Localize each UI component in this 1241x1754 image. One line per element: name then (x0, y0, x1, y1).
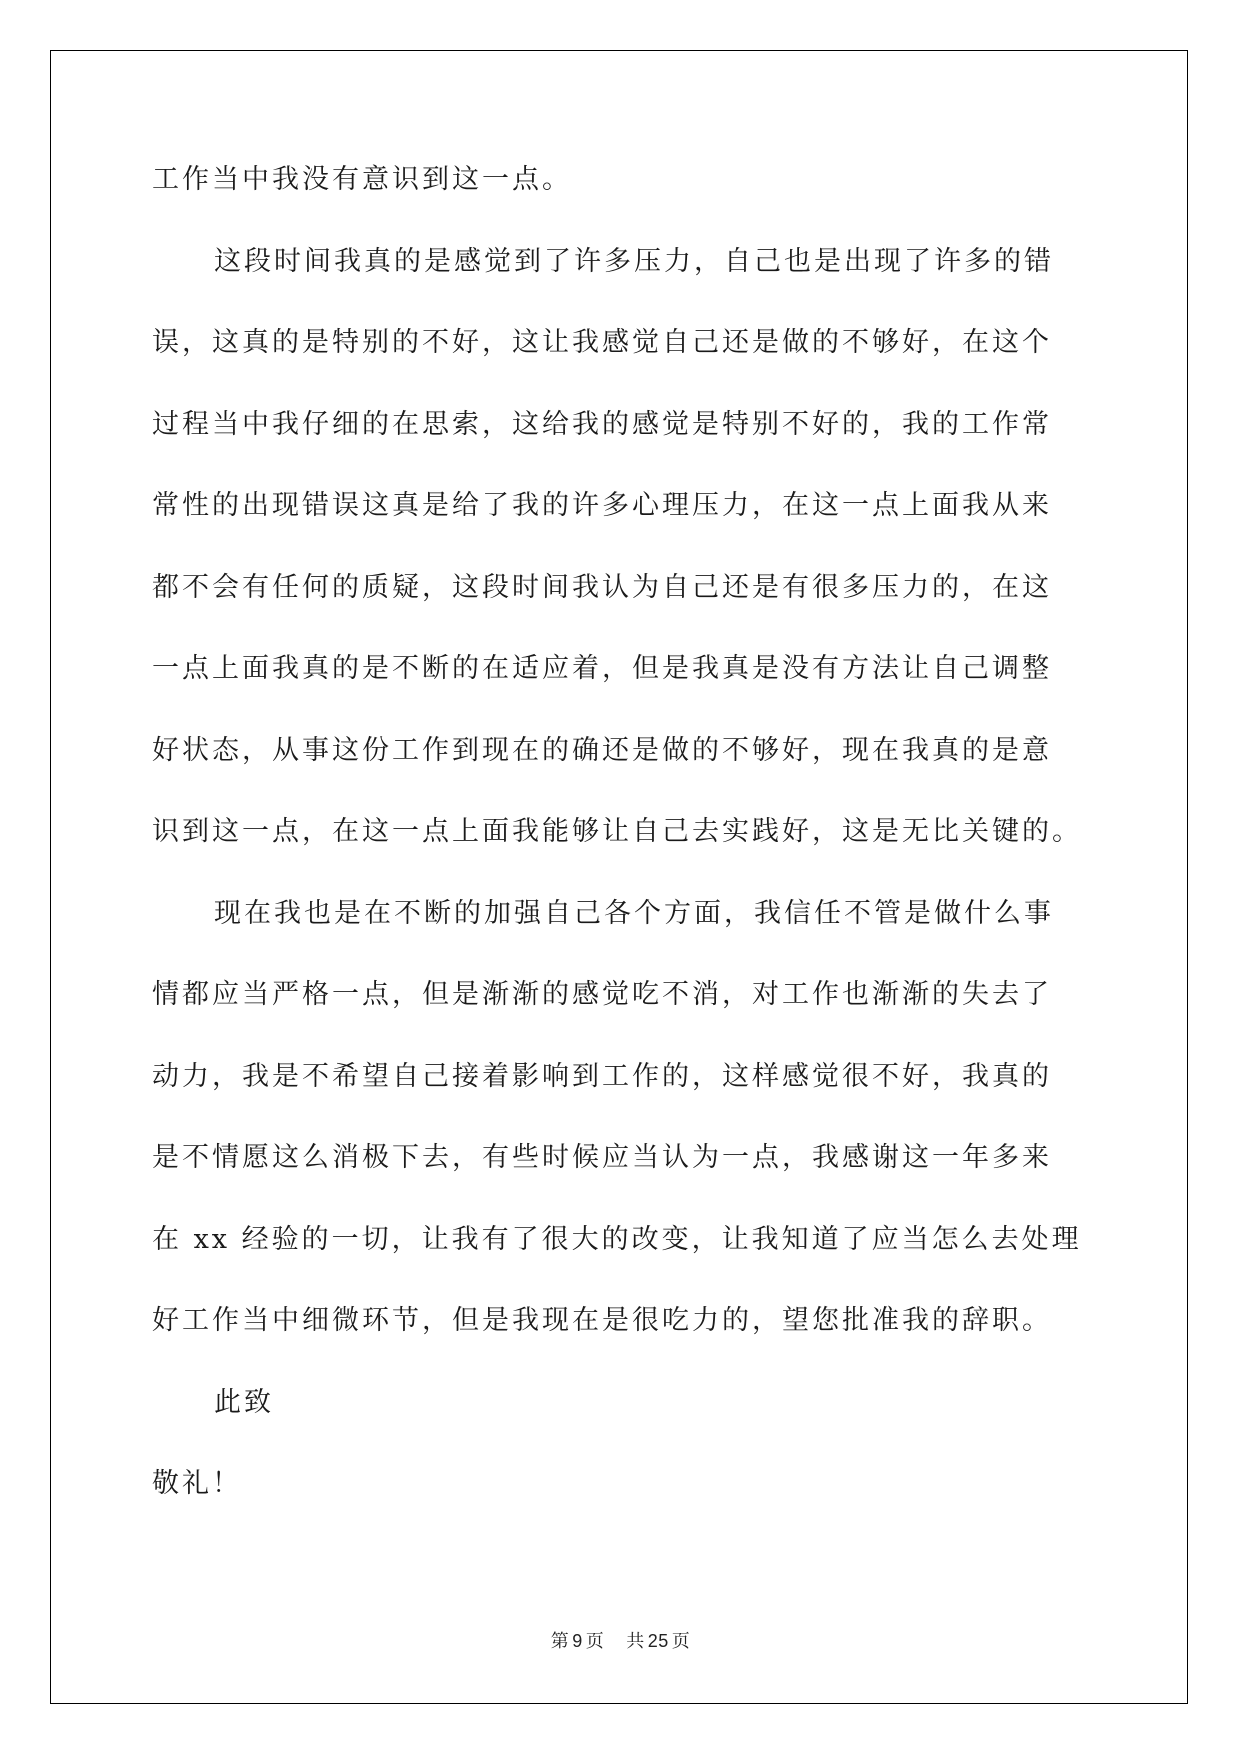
total-prefix: 共 (626, 1631, 645, 1652)
text-line: 好工作当中细微环节，但是我现在是很吃力的，望您批准我的辞职。 (152, 1305, 1052, 1336)
text-line: 动力，我是不希望自己接着影响到工作的，这样感觉很不好，我真的 (152, 1060, 1052, 1092)
text-line: 工作当中我没有意识到这一点。 (152, 164, 572, 195)
page-number: 9 (572, 1631, 583, 1651)
text-line: 好状态，从事这份工作到现在的确还是做的不够好，现在我真的是意 (152, 734, 1052, 766)
page-prefix: 第 (550, 1631, 570, 1652)
total-suffix: 页 (671, 1631, 691, 1652)
text-line: 识到这一点，在这一点上面我能够让自己去实践好，这是无比关键的。 (152, 816, 1082, 847)
paragraph-start-line: 这段时间我真的是感觉到了许多压力，自己也是出现了许多的错 (214, 245, 1054, 277)
text-line: 情都应当严格一点，但是渐渐的感觉吃不消，对工作也渐渐的失去了 (152, 979, 1052, 1010)
text-line: 一点上面我真的是不断的在适应着，但是我真是没有方法让自己调整 (152, 653, 1052, 684)
text-line: 常性的出现错误这真是给了我的许多心理压力，在这一点上面我从来 (152, 490, 1052, 521)
text-line: 是不情愿这么消极下去，有些时候应当认为一点，我感谢这一年多来 (152, 1142, 1052, 1173)
text-line: 误，这真的是特别的不好，这让我感觉自己还是做的不够好，在这个 (152, 327, 1052, 358)
page-suffix: 页 (585, 1631, 605, 1652)
total-pages: 25 (647, 1631, 669, 1651)
paragraph-start-line: 现在我也是在不断的加强自己各个方面，我信任不管是做什么事 (214, 897, 1054, 929)
text-line: 在 xx 经验的一切，让我有了很大的改变，让我知道了应当怎么去处理 (152, 1223, 1082, 1255)
text-line: 都不会有任何的质疑，这段时间我认为自己还是有很多压力的，在这 (152, 571, 1052, 603)
salutation: 敬礼！ (152, 1468, 242, 1499)
letter-body (152, 160, 1087, 1546)
text-line: 过程当中我仔细的在思索，这给我的感觉是特别不好的，我的工作常 (152, 408, 1052, 440)
closing-phrase: 此致 (214, 1386, 274, 1418)
page-footer (0, 1627, 1241, 1653)
